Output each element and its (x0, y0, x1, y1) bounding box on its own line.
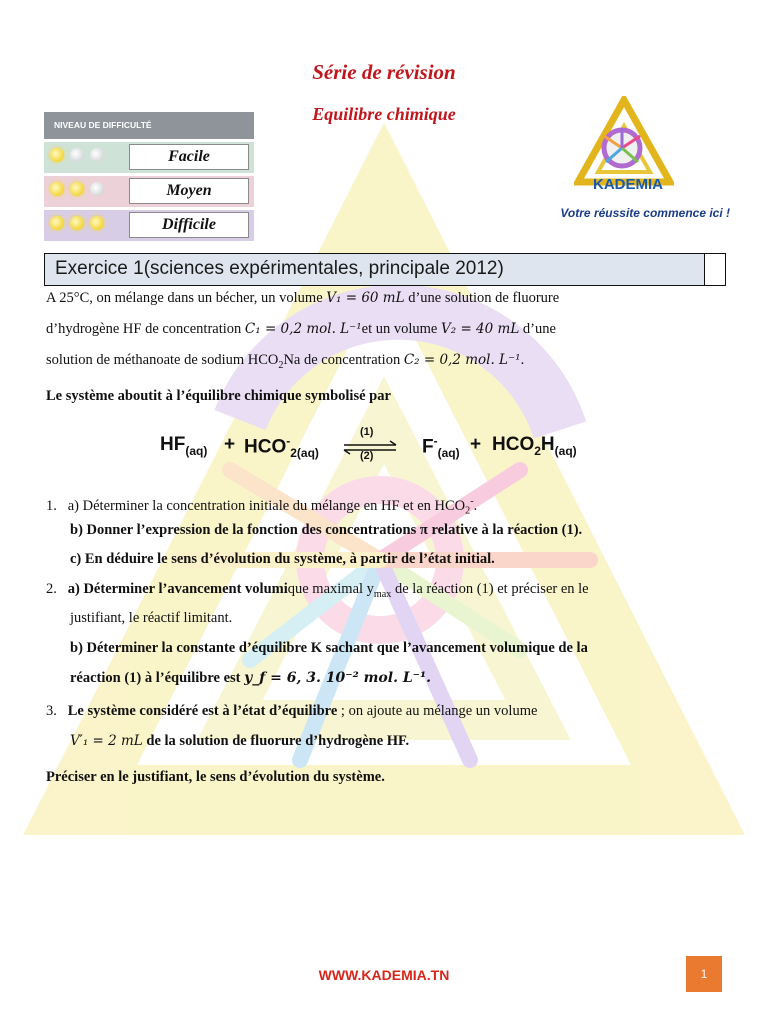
equation-hco2 (244, 434, 319, 460)
text: d’une solution de fluorure (404, 290, 560, 306)
brand-slogan: Votre réussite commence ici ! (560, 206, 730, 220)
lightbulb-on-icon (50, 148, 64, 162)
text: H (540, 434, 555, 455)
question-2b-line-2 (70, 663, 730, 694)
difficulty-label: Facile (129, 144, 249, 170)
question-1b: b) Donner l’expression de la fonction des concentrations π relative à la réaction (1). (70, 522, 583, 538)
subscript: 2(aq) (290, 446, 319, 461)
subscript: (aq) (554, 443, 577, 458)
lightbulb-off-icon (70, 148, 84, 162)
equation-plus: + (470, 434, 482, 455)
text: HF (160, 434, 186, 455)
lightbulb-on-icon (70, 182, 84, 196)
page-subtitle: Equilibre chimique (312, 104, 456, 124)
question-3 (46, 696, 732, 727)
difficulty-row-moyen (44, 176, 254, 207)
intro-line-1 (46, 283, 732, 314)
text: réaction (1) à l’équilibre est (70, 670, 245, 686)
text: Le système considéré est à l’état d’équilibre (67, 703, 338, 719)
math-v1: V₁ = 60 mL (326, 290, 405, 306)
equation-hco2h (492, 434, 577, 458)
text: F (422, 436, 434, 458)
text: solution de méthanoate de sodium HCO (46, 352, 279, 368)
difficulty-heading: NIVEAU DE DIFFICULTÉ (44, 112, 254, 139)
math-c2: C₂ = 0,2 mol. L⁻¹ (403, 352, 521, 368)
equation-plus: + (224, 434, 236, 455)
lightbulb-on-icon (50, 182, 64, 196)
final-question: Préciser en le justifiant, le sens d’évolution du système. (46, 769, 385, 785)
subscript: 2 (278, 359, 284, 371)
intro-line-2 (46, 314, 732, 345)
exercise-title: Exercice 1(sciences expérimentales, principale 2012) (44, 253, 705, 286)
intro-line-3 (46, 345, 732, 381)
footer-website-link[interactable]: WWW.KADEMIA.TN (318, 967, 450, 983)
equation-f (422, 434, 460, 460)
system-sentence: Le système aboutit à l’équilibre chimique symbolisé par (46, 388, 391, 404)
subscript: max (373, 588, 392, 600)
math-v1-prime: V′₁ = 2 mL (70, 733, 143, 749)
chemical-equation (160, 422, 630, 472)
superscript: - (433, 434, 438, 448)
page-number-badge: 1 (686, 956, 722, 992)
equation-hf (160, 434, 207, 458)
lightbulb-off-icon (90, 182, 104, 196)
text: ; on ajoute au mélange un volume (337, 703, 538, 719)
difficulty-bulbs (50, 182, 120, 202)
text: que maximal y (287, 581, 374, 597)
subscript: (aq) (437, 446, 460, 461)
question-3-line-2 (70, 726, 730, 757)
text: d’hydrogène HF de concentration (46, 321, 245, 337)
exercise-title-checkbox (705, 253, 726, 286)
lightbulb-on-icon (50, 216, 64, 230)
lightbulb-on-icon (90, 216, 104, 230)
difficulty-bulbs (50, 216, 120, 236)
text: a) Déterminer l’avancement volumi (67, 581, 288, 597)
lightbulb-off-icon (90, 148, 104, 162)
superscript: - (286, 434, 291, 448)
text: . (473, 497, 478, 514)
text: A 25°C, on mélange dans un bécher, un volume (46, 290, 327, 306)
page-title: Série de révision (312, 60, 456, 84)
subscript: (aq) (185, 443, 208, 458)
superscript: - (470, 496, 474, 507)
question-1c: c) En déduire le sens d’évolution du système, à partir de l’état initial. (70, 551, 495, 567)
math-c1: C₁ = 0,2 mol. L⁻¹ (244, 321, 362, 337)
text: HCO (244, 436, 287, 458)
text: HCO (492, 434, 535, 455)
question-number: 2. (46, 581, 57, 597)
difficulty-bulbs (50, 148, 120, 168)
text: d’une (519, 321, 556, 337)
backward-label: (2) (360, 450, 374, 462)
question-2a-line-2: justifiant, le réactif limitant. (70, 610, 233, 626)
question-number: 3. (46, 703, 57, 719)
text: de la réaction (1) et préciser en le (391, 581, 589, 597)
difficulty-label: Moyen (129, 178, 249, 204)
text: Na de concentration (283, 352, 404, 368)
difficulty-row-facile (44, 142, 254, 173)
question-2b: b) Déterminer la constante d’équilibre K sachant que l’avancement volumique de la (70, 640, 588, 656)
text: de la solution de fluorure d’hydrogène HF. (142, 733, 410, 749)
difficulty-row-difficile (44, 210, 254, 241)
brand-name: KADEMIA (593, 176, 663, 193)
forward-label: (1) (360, 426, 374, 438)
difficulty-label: Difficile (129, 212, 249, 238)
text: . (520, 352, 525, 368)
lightbulb-on-icon (70, 216, 84, 230)
math-yf: y_f = 6, 3. 10⁻² mol. L⁻¹. (244, 670, 432, 686)
math-v2: V₂ = 40 mL (441, 321, 520, 337)
question-number: 1. (46, 497, 57, 514)
subscript: 2 (534, 443, 541, 458)
text: et un volume (361, 321, 441, 337)
subscript: 2 (465, 505, 471, 517)
text: a) Déterminer la concentration initiale du mélange en HF et en HCO (67, 497, 466, 514)
